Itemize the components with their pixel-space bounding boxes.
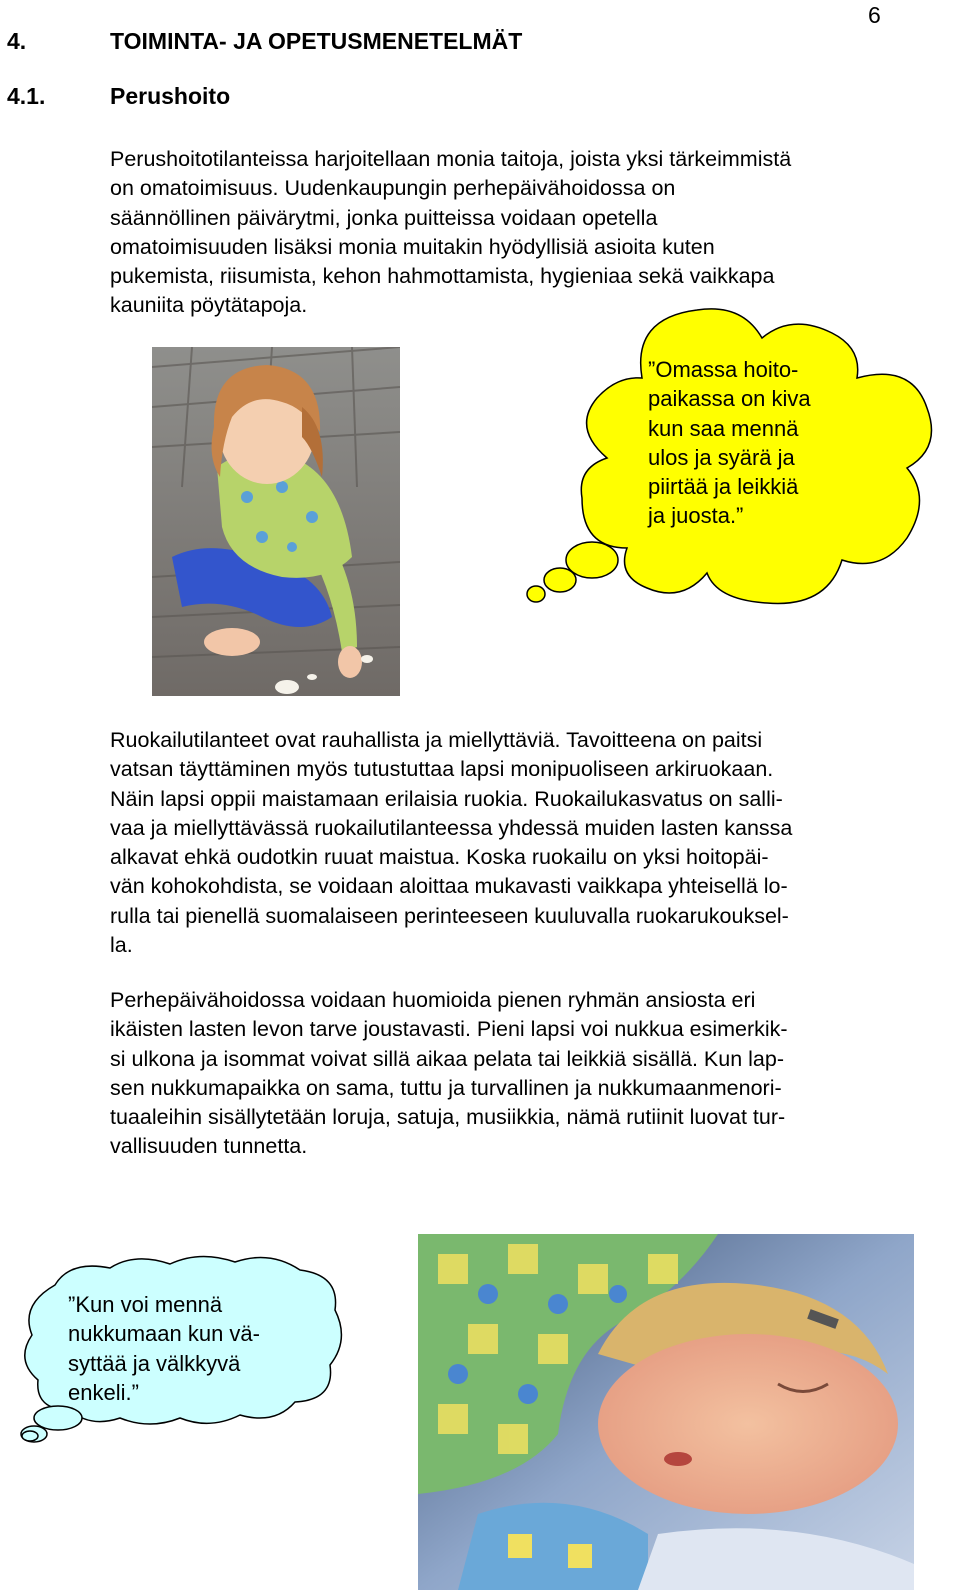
thought-cloud-cyan	[10, 1250, 355, 1450]
paragraph-line: omatoimisuuden lisäksi monia muitakin hyödyllisiä asioita kuten	[110, 234, 715, 259]
quote-line: ja juosta.”	[648, 503, 744, 529]
paragraph-line: Perhepäivähoidossa voidaan huomioida pienen ryhmän ansiosta eri	[110, 988, 756, 1012]
paragraph-line: kauniita pöytätapoja.	[110, 293, 308, 318]
paragraph-line: rulla tai pienellä suomalaiseen perinteeseen kuuluvalla ruokarukouksel-	[110, 903, 789, 928]
paragraph-line: Näin lapsi oppii maistamaan erilaisia ruokia. Ruokailukasvatus on salli-	[110, 786, 783, 811]
paragraph-line: säännöllinen päivärytmi, jonka puitteissa voidaan opetella	[110, 205, 658, 230]
quote-line: piirtää ja leikkiä	[648, 474, 799, 500]
quote-line: ”Omassa hoito-	[648, 357, 799, 382]
paragraph-line: vän kohokohdista, se voidaan aloittaa mukavasti vaikkapa yhteisellä lo-	[110, 874, 788, 899]
quote-line: paikassa on kiva	[648, 386, 811, 412]
paragraph-2	[110, 726, 925, 960]
quote-line: syttää ja välkkyvä	[68, 1350, 241, 1376]
paragraph-line: la.	[110, 933, 133, 958]
quote-line: ”Kun voi mennä	[68, 1292, 223, 1317]
heading1-number: 4.	[7, 28, 27, 54]
paragraph-1	[110, 145, 925, 321]
quote-1	[648, 355, 811, 531]
paragraph-line: on omatoimisuus. Uudenkaupungin perhepäivähoidossa on	[110, 176, 676, 201]
quote-line: enkeli.”	[68, 1379, 139, 1405]
paragraph-line: pukemista, riisumista, kehon hahmottamista, hygieniaa sekä vaikkapa	[110, 264, 775, 289]
paragraph-line: vaa ja miellyttävässä ruokailutilanteessa yhdessä muiden lasten kanssa	[110, 815, 793, 840]
page-number: 6	[868, 2, 881, 28]
quote-line: nukkumaan kun vä-	[68, 1321, 260, 1347]
quote-line: kun saa mennä	[648, 415, 799, 441]
paragraph-line: Ruokailutilanteet ovat rauhallista ja miellyttäviä. Tavoitteena on paitsi	[110, 728, 763, 752]
quote-2	[68, 1290, 260, 1407]
child-sleeping-photo	[418, 1234, 914, 1590]
paragraph-line: vallisuuden tunnetta.	[110, 1134, 308, 1159]
paragraph-line: alkavat ehkä oudotkin ruuat maistua. Koska ruokailu on yksi hoitopäi-	[110, 845, 769, 870]
heading1-title: TOIMINTA- JA OPETUSMENETELMÄT	[110, 28, 523, 54]
paragraph-line: ikäisten lasten levon tarve joustavasti. Pieni lapsi voi nukkua esimerkik-	[110, 1017, 788, 1042]
paragraph-line: Perushoitotilanteissa harjoitellaan monia taitoja, joista yksi tärkeimmistä	[110, 147, 792, 171]
paragraph-3	[110, 986, 925, 1162]
thought-cloud-yellow	[522, 298, 942, 618]
paragraph-line: vatsan täyttäminen myös tutustuttaa lapsi monipuoliseen arkiruokaan.	[110, 757, 774, 782]
paragraph-line: si ulkona ja isommat voivat sillä aikaa pelata tai leikkiä sisällä. Kun lap-	[110, 1046, 784, 1071]
child-sitting-photo	[152, 347, 400, 696]
heading2-number: 4.1.	[7, 83, 46, 109]
quote-line: ulos ja syärä ja	[648, 444, 795, 470]
paragraph-line: tuaaleihin sisällytetään loruja, satuja, musiikkia, nämä rutiinit luovat tur-	[110, 1105, 786, 1130]
heading2-title: Perushoito	[110, 83, 231, 109]
paragraph-line: sen nukkumapaikka on sama, tuttu ja turvallinen ja nukkumaanmenori-	[110, 1075, 782, 1100]
